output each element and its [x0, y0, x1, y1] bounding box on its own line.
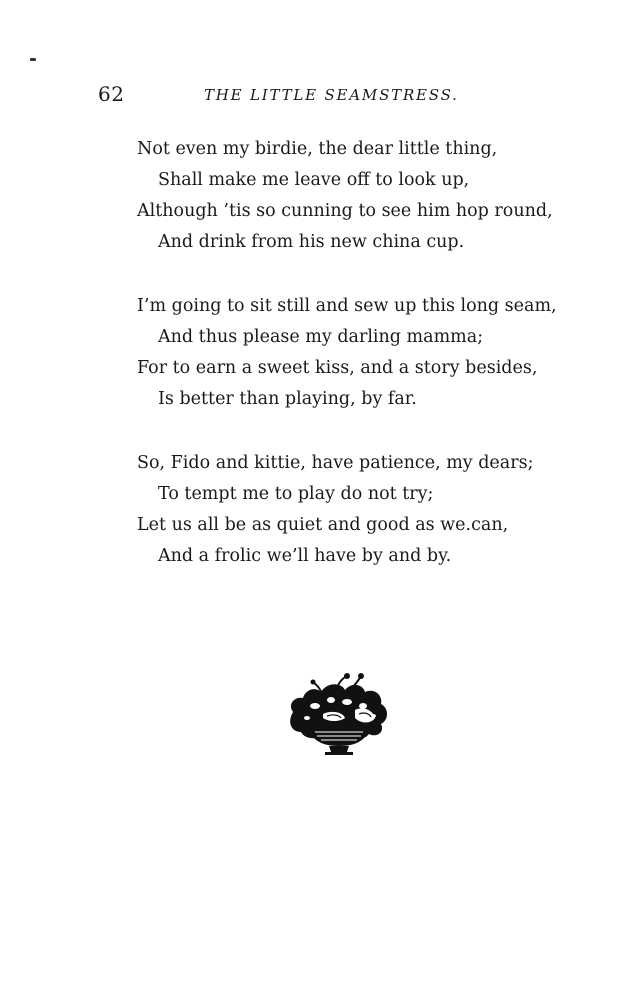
- poem-line: And thus please my darling mamma;: [158, 327, 484, 347]
- page-header: [98, 82, 478, 108]
- poem-line: For to earn a sweet kiss, and a story besides,: [137, 358, 538, 378]
- poem-line: Is better than playing, by far.: [158, 389, 417, 409]
- poem-line: Although ’tis so cunning to see him hop round,: [137, 201, 553, 221]
- running-title: THE LITTLE SEAMSTRESS.: [204, 86, 459, 104]
- stanza-1: [137, 134, 607, 258]
- poem: [137, 134, 607, 605]
- poem-line: And a frolic we’ll have by and by.: [158, 546, 452, 566]
- ink-speck: [30, 58, 36, 61]
- flower-basket-ornament-icon: [285, 672, 393, 756]
- poem-line: And drink from his new china cup.: [158, 232, 465, 252]
- poem-line: Shall make me leave off to look up,: [158, 170, 470, 190]
- poem-line: I’m going to sit still and sew up this long seam,: [137, 296, 557, 316]
- stanza-3: [137, 448, 607, 572]
- poem-line: So, Fido and kittie, have patience, my dears;: [137, 453, 534, 473]
- poem-line: Not even my birdie, the dear little thing,: [137, 139, 498, 159]
- page-number: 62: [98, 82, 125, 106]
- stanza-2: [137, 291, 607, 415]
- poem-line: Let us all be as quiet and good as we.can,: [137, 515, 509, 535]
- poem-line: To tempt me to play do not try;: [158, 484, 434, 504]
